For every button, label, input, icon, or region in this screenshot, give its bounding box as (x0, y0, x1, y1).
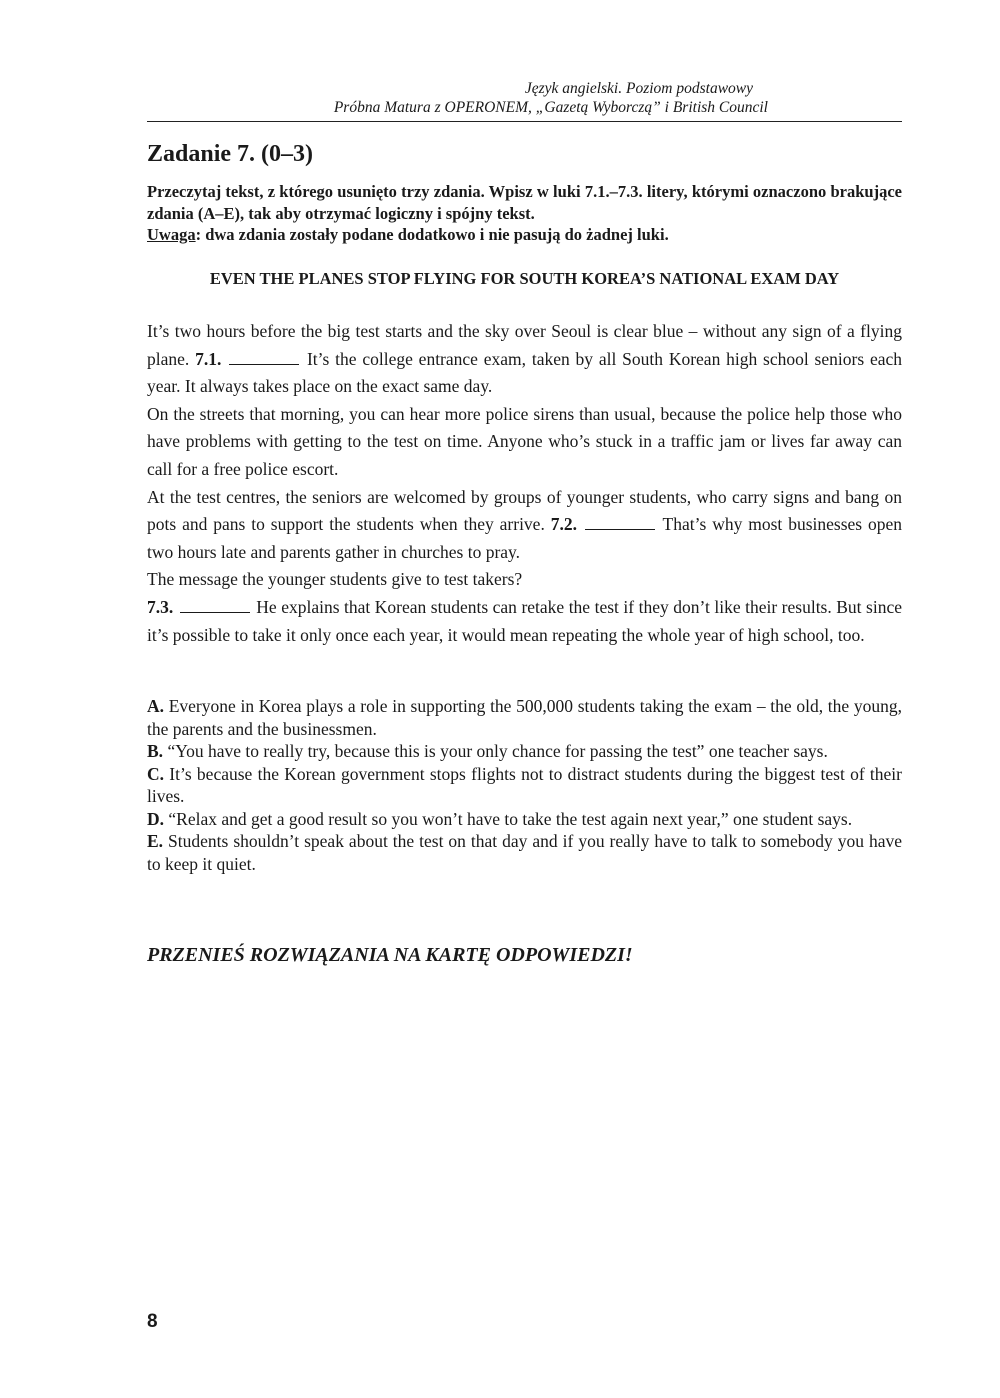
article-paragraph-5: 7.3. He explains that Korean students can retake the test if they don’t like their results. But since it’s possible to take it only once each year, it would mean repeating the whole year of high school, too. (147, 596, 903, 645)
article-paragraph-4: The message the younger students give to test takers? (147, 569, 523, 590)
article-paragraph-3: At the test centres, the seniors are welcomed by groups of younger students, who carry signs and bang on pots and pans to support the students when they arrive. 7.2. That’s why most businesses open two hours late and parents gather in churches to pray. (147, 486, 903, 562)
gap-7-1-label: 7.1. (195, 348, 222, 369)
transfer-note: PRZENIEŚ ROZWIĄZANIA NA KARTĘ ODPOWIEDZI! (147, 944, 633, 966)
option-d: D. “Relax and get a good result so you won’t have to take the test again next year,” one student says. (147, 808, 853, 829)
gap-7-1-blank[interactable] (229, 350, 299, 365)
option-b: B. “You have to really try, because this is your only chance for passing the test” one teacher says. (147, 741, 828, 761)
gap-7-2-blank[interactable] (585, 515, 655, 530)
article-text (147, 318, 902, 649)
running-header (147, 79, 902, 117)
instruction-text: Przeczytaj tekst, z którego usunięto trzy zdania. Wpisz w luki 7.1.–7.3. litery, którymi oznaczono brakujące zdania (A–E), tak aby otrzymać logiczny i spójny tekst. (147, 182, 902, 223)
page-number: 8 (147, 1311, 158, 1332)
task-title: Zadanie 7. (0–3) (147, 141, 314, 167)
article-paragraph-2: On the streets that morning, you can hear more police sirens than usual, because the police help those who have problems with getting to the test on time. Anyone who’s stuck in a traffic jam or lives far away can call for a free police escort. (147, 403, 902, 479)
answer-options (147, 695, 902, 875)
option-a: A. Everyone in Korea plays a role in supporting the 500,000 students taking the exam – the old, the young, the parents and the businessmen. (147, 696, 903, 739)
gap-7-3-label: 7.3. (147, 596, 174, 617)
note-label: Uwaga (147, 225, 196, 244)
gap-7-2-label: 7.2. (550, 514, 577, 535)
exam-page (147, 0, 902, 1398)
article-title: EVEN THE PLANES STOP FLYING FOR SOUTH KOREA’S NATIONAL EXAM DAY (209, 269, 840, 288)
header-line-2: Próbna Matura z OPERONEM, „Gazetą Wyborczą” i British Council (333, 99, 768, 116)
header-rule (147, 121, 902, 122)
task-instructions (147, 181, 902, 246)
option-c: C. It’s because the Korean government stops flights not to distract students during the biggest test of their lives. (147, 763, 902, 806)
note-text: : dwa zdania zostały podane dodatkowo i nie pasują do żadnej luki. (195, 225, 669, 244)
header-line-1: Język angielski. Poziom podstawowy (524, 80, 753, 97)
gap-7-3-blank[interactable] (180, 598, 250, 613)
option-e: E. Students shouldn’t speak about the test on that day and if you really have to talk to somebody you have to keep it quiet. (147, 831, 902, 874)
article-paragraph-1: It’s two hours before the big test starts and the sky over Seoul is clear blue – without any sign of a flying plane. 7.1. It’s the college entrance exam, taken by all South Korean high school seniors each year. It always takes place on the exact same day. (147, 321, 902, 397)
instruction-note (147, 224, 902, 246)
